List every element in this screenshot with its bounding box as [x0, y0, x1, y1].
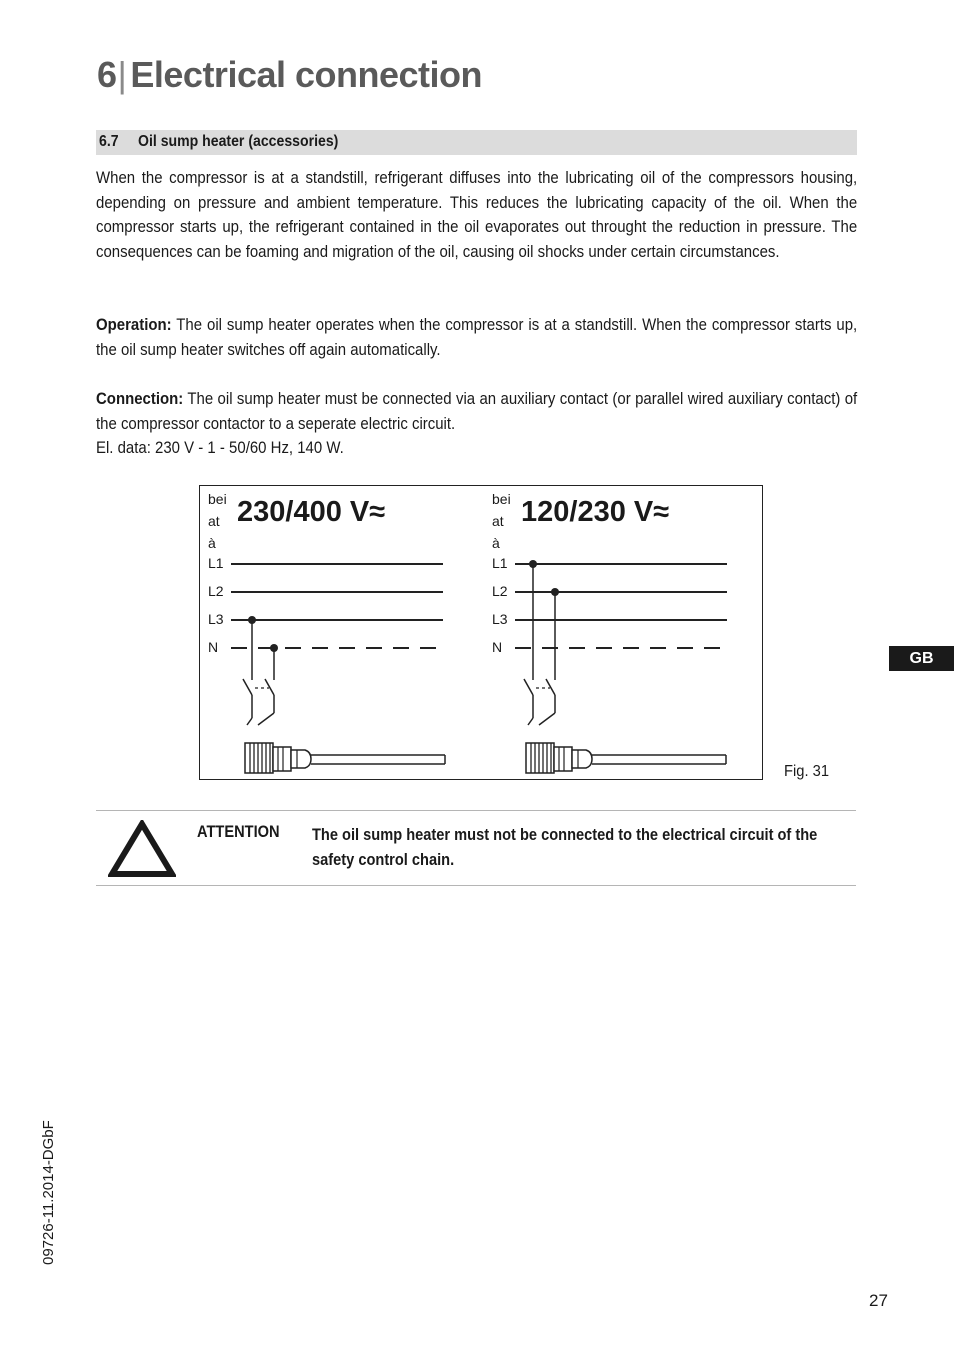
- connection-paragraph: [96, 387, 857, 436]
- left-label-n: N: [208, 639, 219, 655]
- el-data-line: El. data: 230 V - 1 - 50/60 Hz, 140 W.: [96, 438, 344, 457]
- left-label-l3: L3: [208, 611, 224, 627]
- figure-label: Fig. 31: [784, 763, 830, 780]
- warning-triangle-icon: [108, 820, 176, 883]
- wiring-diagram: [199, 485, 763, 780]
- language-tab: GB: [889, 646, 954, 671]
- intro-paragraph: When the compressor is at a standstill, refrigerant diffuses into the lubricating oil of the compressors housing, depending on pressure and ambient temperature. This reduces the lubricating capacity of the oil. When the compressor starts up, the refrigerant contained in the oil evaporates out throught the reduction in pressure. The consequences can be foaming and migration of the oil, causing oil shocks under certain circumstances.: [96, 168, 858, 261]
- attention-label: ATTENTION: [197, 822, 280, 841]
- right-label-n: N: [492, 639, 503, 655]
- left-label-l1: L1: [208, 555, 224, 571]
- connection-label: Connection:: [96, 389, 184, 408]
- right-prefix: bei at à: [492, 491, 511, 551]
- chapter-number: 6: [97, 54, 117, 95]
- right-label-l2: L2: [492, 583, 508, 599]
- attention-bottom-rule: [96, 885, 856, 886]
- section-number: 6.7: [99, 133, 119, 150]
- chapter-title: [97, 54, 482, 96]
- operation-label: Operation:: [96, 315, 172, 334]
- left-voltage: 230/400 V≈: [237, 496, 386, 528]
- section-heading: [96, 130, 857, 155]
- section-title: Oil sump heater (accessories): [138, 133, 339, 150]
- document-id: 09726-11.2014-DGbF: [40, 1120, 57, 1265]
- left-circuit: [231, 564, 443, 725]
- connection-text: The oil sump heater must be connected via an auxiliary contact (or parallel wired auxiliary contact) of the compressor contactor to a seperate electric circuit.: [96, 389, 858, 433]
- operation-paragraph: [96, 313, 857, 362]
- right-voltage: 120/230 V≈: [521, 496, 670, 528]
- right-label-l1: L1: [492, 555, 508, 571]
- chapter-title-text: Electrical connection: [130, 54, 482, 95]
- left-prefix: bei at à: [208, 491, 227, 551]
- attention-top-rule: [96, 810, 856, 811]
- page-number: 27: [869, 1291, 888, 1310]
- operation-text: The oil sump heater operates when the compressor is at a standstill. When the compressor starts up, the oil sump heater switches off again automatically.: [96, 315, 858, 359]
- right-circuit: [515, 564, 727, 725]
- chapter-separator: |: [117, 54, 127, 95]
- left-label-l2: L2: [208, 583, 224, 599]
- right-label-l3: L3: [492, 611, 508, 627]
- attention-text: The oil sump heater must not be connected to the electrical circuit of the safety control chain.: [312, 825, 818, 869]
